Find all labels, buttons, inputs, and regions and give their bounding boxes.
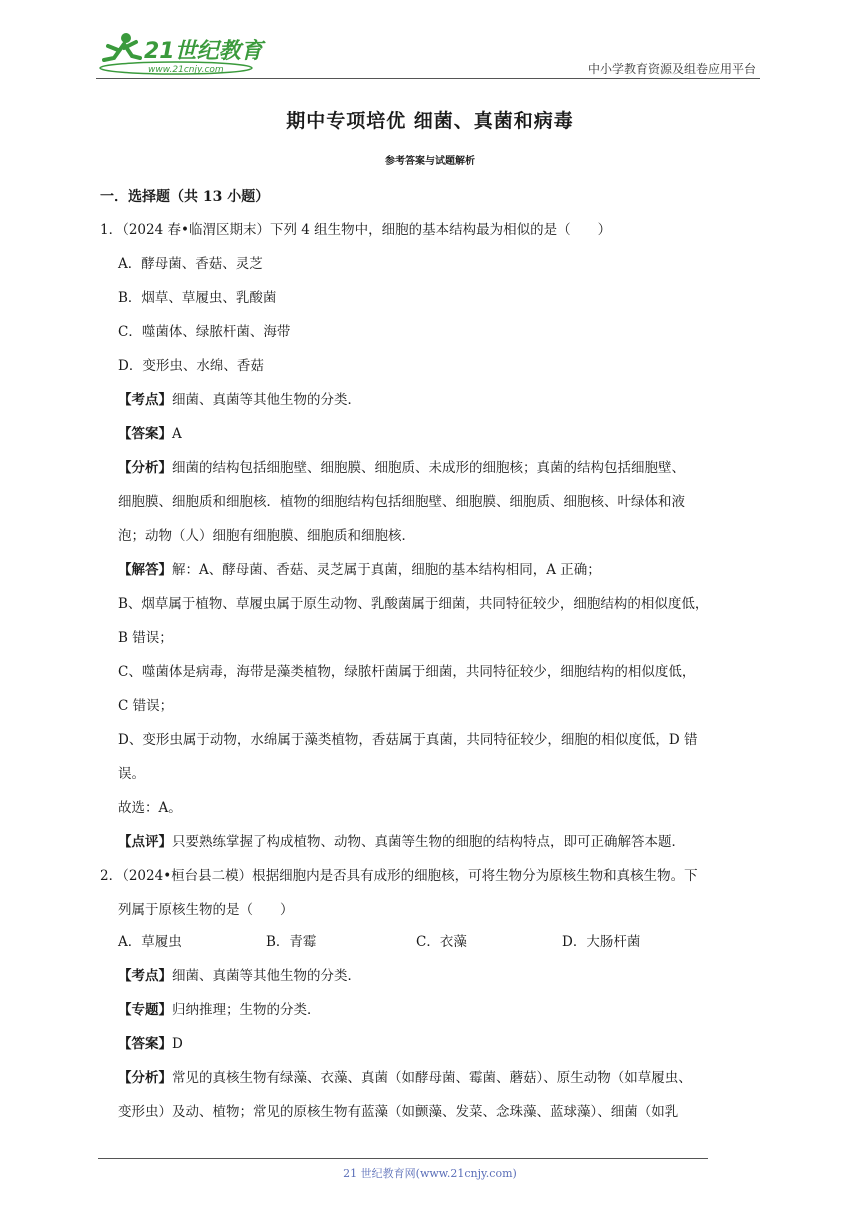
q1-option-c: C．噬菌体、绿脓杆菌、海带 bbox=[118, 324, 291, 340]
runner-head-icon bbox=[121, 33, 131, 43]
q2-option-a: A．草履虫 bbox=[118, 934, 182, 950]
answer-text: A bbox=[172, 426, 182, 442]
q2-fenxi-line-1 bbox=[118, 1066, 692, 1086]
q1-option-b: B．烟草、草履虫、乳酸菌 bbox=[118, 290, 277, 306]
kaodian-text: 细菌、真菌等其他生物的分类． bbox=[172, 968, 361, 984]
dianping-text: 只要熟练掌握了构成植物、动物、真菌等生物的细胞的结构特点，即可正确解答本题． bbox=[172, 834, 685, 850]
answer-text: D bbox=[172, 1036, 183, 1052]
q1-jieda-line-7: 误。 bbox=[118, 766, 145, 782]
q2-zhuanti bbox=[118, 998, 321, 1018]
logo-text: 21世纪教育 bbox=[144, 39, 263, 64]
q1-option-d: D．变形虫、水绵、香菇 bbox=[118, 358, 264, 374]
footer-divider bbox=[98, 1158, 708, 1159]
q2-option-b: B．青霉 bbox=[266, 934, 317, 950]
fenxi-text: 细菌的结构包括细胞壁、细胞膜、细胞质、未成形的细胞核；真菌的结构包括细胞壁、 bbox=[172, 460, 685, 476]
jieda-tag: 【解答】 bbox=[118, 562, 172, 578]
fenxi-tag: 【分析】 bbox=[118, 460, 172, 476]
q1-option-a: A．酵母菌、香菇、灵芝 bbox=[118, 256, 263, 272]
answer-tag: 【答案】 bbox=[118, 1036, 172, 1052]
page-subtitle: 参考答案与试题解析 bbox=[385, 156, 475, 167]
kaodian-text: 细菌、真菌等其他生物的分类． bbox=[172, 392, 361, 408]
q2-answer bbox=[118, 1032, 183, 1052]
question-2-stem-line-2: 列属于原核生物的是（ ） bbox=[118, 902, 294, 918]
runner-icon bbox=[104, 42, 140, 60]
page-footer: 21 世纪教育网(www.21cnjy.com) bbox=[343, 1167, 517, 1180]
kaodian-tag: 【考点】 bbox=[118, 392, 172, 408]
zhuanti-tag: 【专题】 bbox=[118, 1002, 172, 1018]
dianping-tag: 【点评】 bbox=[118, 834, 172, 850]
q1-jieda-line-5: C 错误； bbox=[118, 698, 174, 714]
q2-fenxi-line-2: 变形虫）及动、植物；常见的原核生物有蓝藻（如颤藻、发菜、念珠藻、蓝球藻）、细菌（如乳 bbox=[118, 1104, 679, 1120]
q1-answer bbox=[118, 422, 182, 442]
q2-kaodian bbox=[118, 964, 361, 984]
q1-jieda-line-6: D、变形虫属于动物，水绵属于藻类植物，香菇属于真菌，共同特征较少，细胞的相似度低，D 错 bbox=[118, 732, 698, 748]
logo bbox=[96, 28, 266, 78]
fenxi-text: 常见的真核生物有绿藻、衣藻、真菌（如酵母菌、霉菌、蘑菇）、原生动物（如草履虫、 bbox=[172, 1070, 692, 1086]
header-divider bbox=[96, 78, 760, 79]
q1-jieda-line-4: C、噬菌体是病毒，海带是藻类植物，绿脓杆菌属于细菌，共同特征较少，细胞结构的相似度低， bbox=[118, 664, 696, 680]
question-2-stem-line-1: 2．（2024•桓台县二模）根据细胞内是否具有成形的细胞核，可将生物分为原核生物和真核生物。下 bbox=[100, 868, 698, 884]
logo-url: www.21cnjy.com bbox=[148, 65, 224, 75]
jieda-text: 解：A、酵母菌、香菇、灵芝属于真菌，细胞的基本结构相同，A 正确； bbox=[172, 562, 601, 578]
section-heading: 一．选择题（共 13 小题） bbox=[100, 189, 270, 205]
page-title: 期中专项培优 细菌、真菌和病毒 bbox=[286, 110, 574, 132]
q1-kaodian bbox=[118, 388, 361, 408]
page-header bbox=[96, 28, 760, 80]
q1-jieda-line-3: B 错误； bbox=[118, 630, 173, 646]
q1-jieda-line-2: B、烟草属于植物、草履虫属于原生动物、乳酸菌属于细菌，共同特征较少，细胞结构的相似度低， bbox=[118, 596, 709, 612]
q1-guxuan: 故选：A。 bbox=[118, 800, 182, 816]
q1-dianping bbox=[118, 830, 685, 850]
question-1-stem: 1．（2024 春•临渭区期末）下列 4 组生物中，细胞的基本结构最为相似的是（ ） bbox=[100, 222, 612, 238]
fenxi-tag: 【分析】 bbox=[118, 1070, 172, 1086]
q1-fenxi-line-1 bbox=[118, 456, 685, 476]
q2-option-c: C．衣藻 bbox=[416, 934, 467, 950]
answer-tag: 【答案】 bbox=[118, 426, 172, 442]
zhuanti-text: 归纳推理；生物的分类． bbox=[172, 1002, 321, 1018]
q1-jieda-line-1 bbox=[118, 558, 601, 578]
kaodian-tag: 【考点】 bbox=[118, 968, 172, 984]
platform-name: 中小学教育资源及组卷应用平台 bbox=[587, 62, 756, 76]
q2-option-d: D．大肠杆菌 bbox=[562, 934, 641, 950]
q1-fenxi-line-2: 细胞膜、细胞质和细胞核．植物的细胞结构包括细胞壁、细胞膜、细胞质、细胞核、叶绿体和液 bbox=[118, 494, 685, 510]
q1-fenxi-line-3: 泡；动物（人）细胞有细胞膜、细胞质和细胞核． bbox=[118, 528, 415, 544]
